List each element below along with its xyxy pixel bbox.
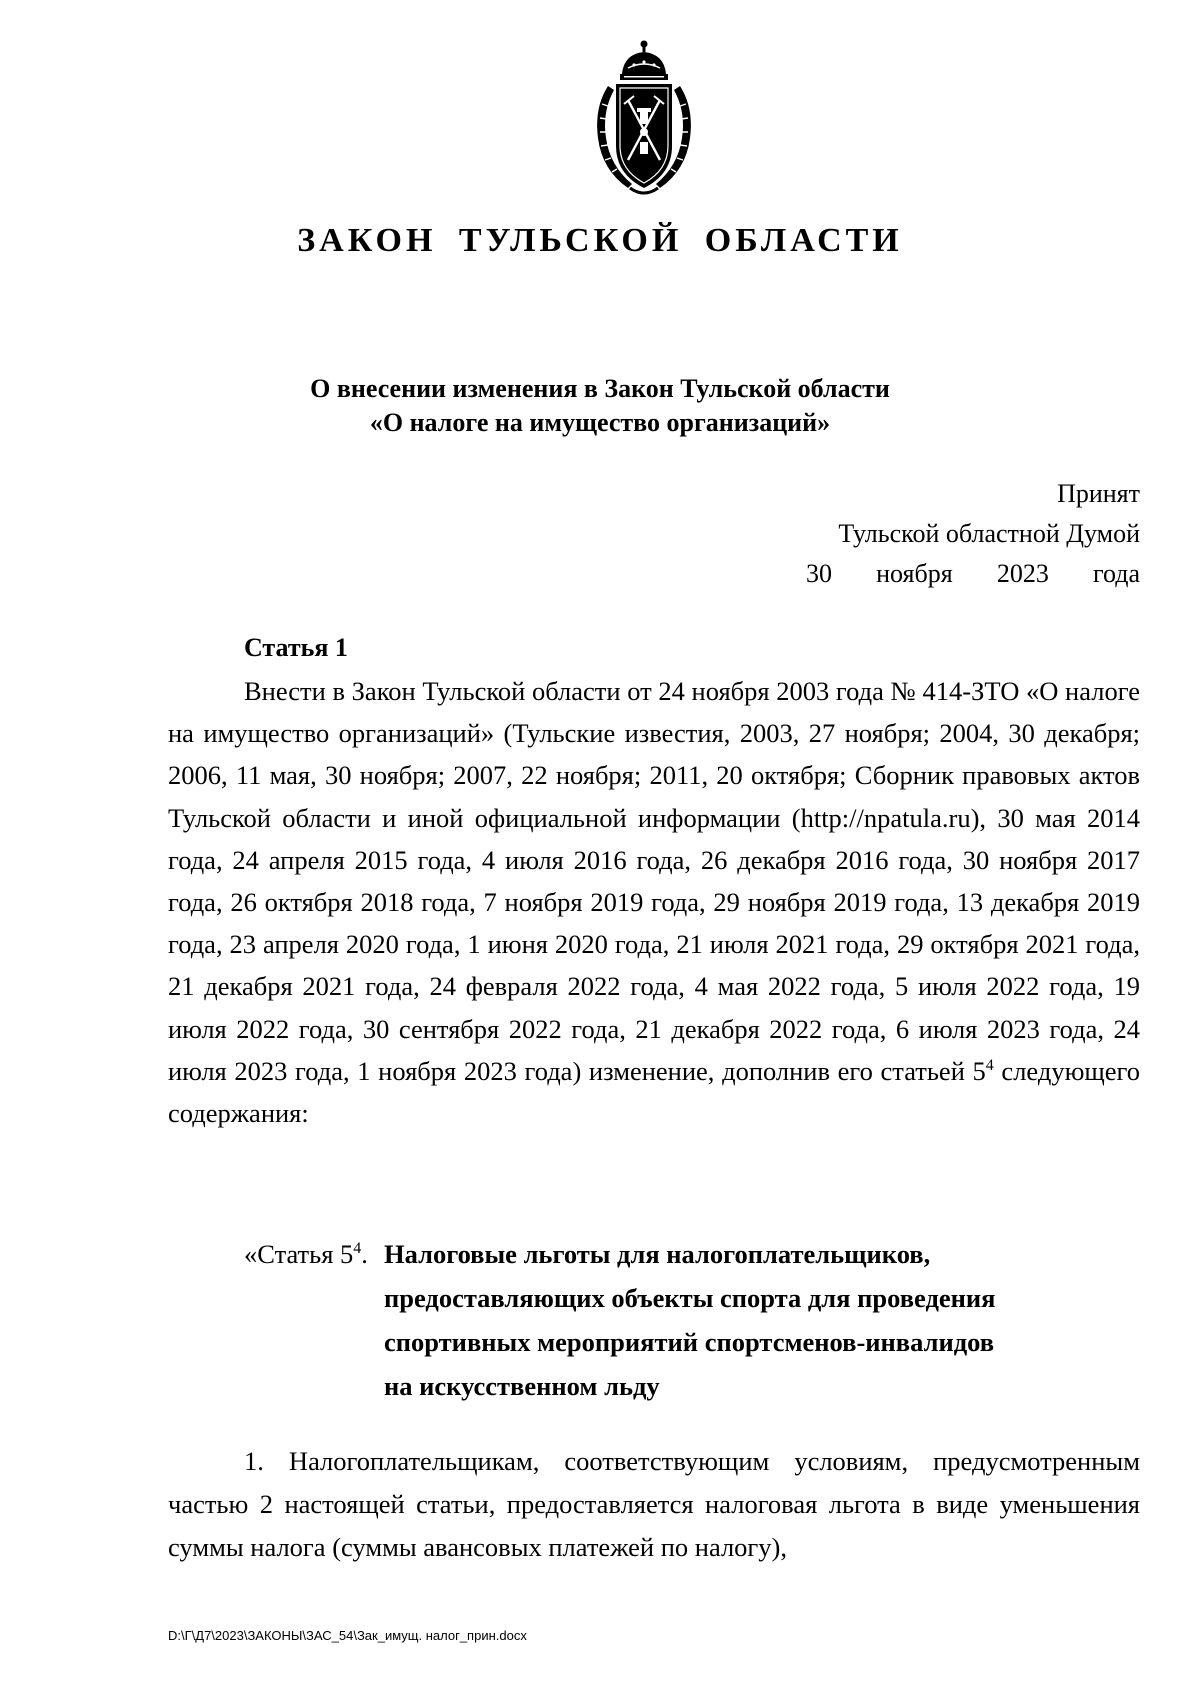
new-article-title-line: предоставляющих объекты спорта для проведения — [384, 1283, 996, 1313]
new-article-number — [244, 1232, 368, 1276]
new-article-title-line: Налоговые льготы для налогоплательщиков, — [384, 1239, 931, 1269]
article-1-text: Внести в Закон Тульской области от 24 ноября 2003 года № 414-ЗТО «О налоге на имущество организаций» (Тульские известия, 2003, 27 ноября; 2004, 30 декабря; 2006, 11 мая, 30 ноября; 2007, 22 ноября; 2011, 20 октября; Сборник правовых актов Тульской области и иной официальной информации (http://npatula.ru), 30 мая 2014 года, 24 апреля 2015 года, 4 июля 2016 года, 26 декабря 2016 года, 30 ноября 2017 года, 26 октября 2018 года, 7 ноября 2019 года, 29 ноября 2019 года, 13 декабря 2019 года, 23 апреля 2020 года, 1 июня 2020 года, 21 июля 2021 года, 29 октября 2021 года, 21 декабря 2021 года, 24 февраля 2022 года, 4 мая 2022 года, 5 июля 2022 года, 19 июля 2022 года, 30 сентября 2022 года, 21 декабря 2022 года, 6 июля 2023 года, 24 июля 2023 года, 1 ноября 2023 года) изменение, дополнив его статьей 5 — [168, 676, 1140, 1086]
new-article-title-line: спортивных мероприятий спортсменов-инвалидов — [384, 1327, 995, 1357]
article-1-heading: Статья 1 — [244, 633, 348, 662]
law-subtitle — [180, 372, 1020, 440]
new-article-title-line: на искусственном льду — [384, 1371, 660, 1401]
law-subtitle-line: О внесении изменения в Закон Тульской области — [310, 374, 890, 403]
law-subtitle-line: «О налоге на имущество организаций» — [369, 408, 831, 437]
adoption-date-year: 2023 — [996, 559, 1049, 588]
adoption-body: Тульской областной Думой — [838, 519, 1140, 548]
tula-oblast-coat-of-arms-icon — [588, 38, 700, 200]
article-1-body — [168, 670, 1140, 1134]
adoption-status: Принят — [1057, 479, 1140, 508]
point-1-text: 1. Налогоплательщикам, соответствующим условиям, предусмотренным частью 2 настоящей статьи, предоставляется налоговая льгота в виде уменьшения суммы налога (суммы авансовых платежей по налогу), — [168, 1446, 1140, 1562]
adoption-date-year-word: года — [1092, 559, 1140, 588]
article-1-text-end: следующего содержания: — [168, 1055, 1140, 1129]
new-article-prefix: «Статья 5 — [244, 1239, 354, 1269]
adoption-block — [806, 474, 1140, 594]
adoption-date-day: 30 — [806, 559, 832, 588]
new-article-superscript: 4 — [353, 1240, 362, 1258]
footer-file-path: D:\Г\Д7\2023\ЗАКОНЫ\ЗАС_54\Зак_имущ. налог_прин.docx — [168, 1628, 527, 1643]
new-article-prefix-end: . — [361, 1239, 368, 1269]
adoption-date — [806, 554, 1140, 594]
new-article-heading — [244, 1232, 1144, 1408]
law-title: ЗАКОН ТУЛЬСКОЙ ОБЛАСТИ — [297, 222, 903, 259]
article-number-superscript: 4 — [985, 1057, 994, 1074]
adoption-date-month: ноября — [876, 559, 953, 588]
